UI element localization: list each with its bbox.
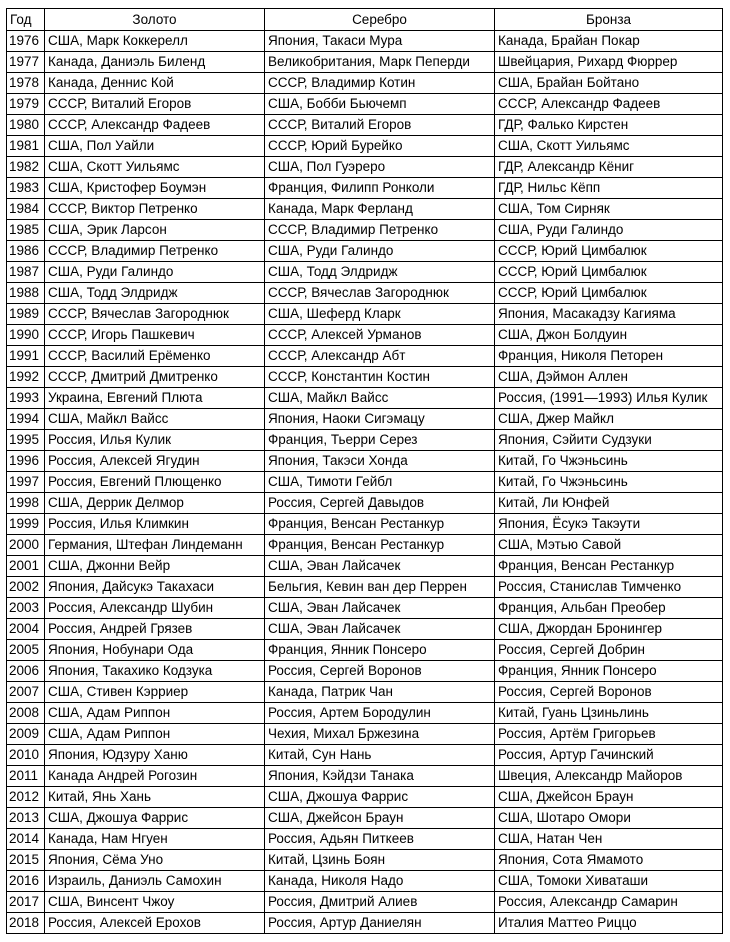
cell-year: 1994 <box>7 409 45 430</box>
cell-silver: Россия, Дмитрий Алиев <box>265 892 495 913</box>
cell-bronze: Китай, Ли Юнфей <box>495 493 723 514</box>
cell-gold: США, Кристофер Боумэн <box>45 178 265 199</box>
cell-year: 2018 <box>7 913 45 934</box>
table-row <box>7 325 723 346</box>
cell-gold: СССР, Виктор Петренко <box>45 199 265 220</box>
header-bronze: Бронза <box>495 9 723 31</box>
cell-silver: СССР, Виталий Егоров <box>265 115 495 136</box>
cell-silver: СССР, Юрий Бурейко <box>265 136 495 157</box>
cell-silver: Франция, Венсан Рестанкур <box>265 514 495 535</box>
cell-bronze: США, Скотт Уильямс <box>495 136 723 157</box>
table-row <box>7 136 723 157</box>
cell-year: 1999 <box>7 514 45 535</box>
cell-year: 1991 <box>7 346 45 367</box>
cell-silver: Россия, Артем Бородулин <box>265 703 495 724</box>
header-gold: Золото <box>45 9 265 31</box>
table-row <box>7 283 723 304</box>
cell-bronze: ГДР, Нильс Кёпп <box>495 178 723 199</box>
cell-bronze: США, Джон Болдуин <box>495 325 723 346</box>
cell-year: 2005 <box>7 640 45 661</box>
cell-gold: США, Деррик Делмор <box>45 493 265 514</box>
cell-silver: США, Эван Лайсачек <box>265 619 495 640</box>
table-row <box>7 556 723 577</box>
table-row <box>7 220 723 241</box>
table-row <box>7 640 723 661</box>
cell-bronze: Россия, (1991—1993) Илья Кулик <box>495 388 723 409</box>
cell-silver: СССР, Алексей Урманов <box>265 325 495 346</box>
cell-year: 1977 <box>7 52 45 73</box>
table-row <box>7 367 723 388</box>
cell-silver: Канада, Патрик Чан <box>265 682 495 703</box>
cell-gold: Канада, Нам Нгуен <box>45 829 265 850</box>
cell-gold: США, Марк Коккерелл <box>45 31 265 52</box>
cell-gold: Канада Андрей Рогозин <box>45 766 265 787</box>
cell-silver: Канада, Марк Ферланд <box>265 199 495 220</box>
cell-bronze: Россия, Александр Самарин <box>495 892 723 913</box>
cell-year: 1992 <box>7 367 45 388</box>
table-row <box>7 157 723 178</box>
cell-gold: Япония, Нобунари Ода <box>45 640 265 661</box>
cell-bronze: США, Том Сирняк <box>495 199 723 220</box>
cell-bronze: ГДР, Фалько Кирстен <box>495 115 723 136</box>
cell-gold: Япония, Сёма Уно <box>45 850 265 871</box>
cell-silver: СССР, Владимир Петренко <box>265 220 495 241</box>
cell-year: 1983 <box>7 178 45 199</box>
cell-silver: Россия, Сергей Давыдов <box>265 493 495 514</box>
cell-gold: США, Тодд Элдридж <box>45 283 265 304</box>
cell-year: 1976 <box>7 31 45 52</box>
cell-silver: Россия, Артур Даниелян <box>265 913 495 934</box>
cell-bronze: Франция, Венсан Рестанкур <box>495 556 723 577</box>
cell-silver: США, Майкл Вайсс <box>265 388 495 409</box>
cell-year: 1997 <box>7 472 45 493</box>
cell-year: 2016 <box>7 871 45 892</box>
table-row <box>7 388 723 409</box>
cell-year: 1987 <box>7 262 45 283</box>
cell-bronze: Канада, Брайан Покар <box>495 31 723 52</box>
cell-year: 2017 <box>7 892 45 913</box>
cell-year: 2008 <box>7 703 45 724</box>
table-row <box>7 115 723 136</box>
cell-bronze: Швеция, Александр Майоров <box>495 766 723 787</box>
cell-gold: США, Эрик Ларсон <box>45 220 265 241</box>
cell-year: 2000 <box>7 535 45 556</box>
cell-bronze: Япония, Сота Ямамото <box>495 850 723 871</box>
cell-bronze: Китай, Гуань Цзиньлинь <box>495 703 723 724</box>
cell-year: 1978 <box>7 73 45 94</box>
medal-table-body <box>7 31 723 934</box>
cell-year: 2004 <box>7 619 45 640</box>
cell-gold: СССР, Александр Фадеев <box>45 115 265 136</box>
cell-silver: США, Джейсон Браун <box>265 808 495 829</box>
cell-bronze: ГДР, Александр Кёниг <box>495 157 723 178</box>
cell-gold: Россия, Илья Кулик <box>45 430 265 451</box>
cell-silver: Канада, Николя Надо <box>265 871 495 892</box>
cell-year: 1993 <box>7 388 45 409</box>
cell-bronze: Швейцария, Рихард Фюррер <box>495 52 723 73</box>
cell-gold: США, Адам Риппон <box>45 724 265 745</box>
table-row <box>7 430 723 451</box>
cell-year: 2015 <box>7 850 45 871</box>
cell-year: 1988 <box>7 283 45 304</box>
table-row <box>7 724 723 745</box>
cell-bronze: США, Шотаро Омори <box>495 808 723 829</box>
table-row <box>7 493 723 514</box>
table-row <box>7 577 723 598</box>
cell-year: 2003 <box>7 598 45 619</box>
table-row <box>7 808 723 829</box>
table-row <box>7 514 723 535</box>
cell-year: 2014 <box>7 829 45 850</box>
cell-silver: СССР, Александр Абт <box>265 346 495 367</box>
cell-year: 2011 <box>7 766 45 787</box>
cell-silver: Франция, Тьерри Серез <box>265 430 495 451</box>
cell-gold: СССР, Василий Ерёменко <box>45 346 265 367</box>
cell-bronze: США, Джейсон Браун <box>495 787 723 808</box>
cell-year: 1990 <box>7 325 45 346</box>
table-row <box>7 787 723 808</box>
cell-year: 2013 <box>7 808 45 829</box>
cell-gold: США, Джошуа Фаррис <box>45 808 265 829</box>
cell-silver: Великобритания, Марк Пеперди <box>265 52 495 73</box>
cell-gold: Украина, Евгений Плюта <box>45 388 265 409</box>
cell-bronze: Китай, Го Чжэньсинь <box>495 451 723 472</box>
cell-gold: Китай, Янь Хань <box>45 787 265 808</box>
cell-year: 2012 <box>7 787 45 808</box>
cell-gold: СССР, Виталий Егоров <box>45 94 265 115</box>
cell-bronze: Япония, Масакадзу Кагияма <box>495 304 723 325</box>
cell-bronze: США, Дэймон Аллен <box>495 367 723 388</box>
cell-bronze: Россия, Сергей Добрин <box>495 640 723 661</box>
cell-gold: Россия, Андрей Грязев <box>45 619 265 640</box>
medal-table-sheet <box>6 8 723 934</box>
table-row <box>7 472 723 493</box>
cell-year: 1982 <box>7 157 45 178</box>
table-row <box>7 619 723 640</box>
cell-year: 2001 <box>7 556 45 577</box>
cell-gold: США, Адам Риппон <box>45 703 265 724</box>
cell-year: 2006 <box>7 661 45 682</box>
table-row <box>7 745 723 766</box>
cell-gold: Канада, Деннис Кой <box>45 73 265 94</box>
cell-silver: Россия, Сергей Воронов <box>265 661 495 682</box>
table-row <box>7 829 723 850</box>
table-row <box>7 703 723 724</box>
cell-gold: США, Стивен Кэрриер <box>45 682 265 703</box>
cell-gold: Россия, Алексей Ерохов <box>45 913 265 934</box>
table-row <box>7 451 723 472</box>
cell-silver: США, Пол Гуэреро <box>265 157 495 178</box>
header-year: Год <box>7 9 45 31</box>
cell-silver: Япония, Такаси Мура <box>265 31 495 52</box>
cell-silver: США, Бобби Бьючемп <box>265 94 495 115</box>
cell-bronze: Россия, Станислав Тимченко <box>495 577 723 598</box>
cell-bronze: Россия, Артур Гачинский <box>495 745 723 766</box>
cell-bronze: США, Джер Майкл <box>495 409 723 430</box>
cell-silver: США, Эван Лайсачек <box>265 598 495 619</box>
cell-gold: Россия, Алексей Ягудин <box>45 451 265 472</box>
cell-silver: США, Руди Галиндо <box>265 241 495 262</box>
cell-year: 1984 <box>7 199 45 220</box>
table-row <box>7 892 723 913</box>
cell-silver: Франция, Филипп Ронколи <box>265 178 495 199</box>
cell-year: 1996 <box>7 451 45 472</box>
cell-bronze: США, Мэтью Савой <box>495 535 723 556</box>
cell-gold: СССР, Дмитрий Дмитренко <box>45 367 265 388</box>
table-row <box>7 52 723 73</box>
cell-year: 1980 <box>7 115 45 136</box>
cell-silver: Китай, Цзинь Боян <box>265 850 495 871</box>
header-silver: Серебро <box>265 9 495 31</box>
table-row <box>7 346 723 367</box>
cell-silver: Япония, Наоки Сигэмацу <box>265 409 495 430</box>
table-row <box>7 598 723 619</box>
cell-bronze: СССР, Александр Фадеев <box>495 94 723 115</box>
table-row <box>7 661 723 682</box>
cell-year: 2010 <box>7 745 45 766</box>
cell-gold: США, Руди Галиндо <box>45 262 265 283</box>
cell-gold: Япония, Юдзуру Ханю <box>45 745 265 766</box>
cell-year: 1989 <box>7 304 45 325</box>
cell-silver: США, Джошуа Фаррис <box>265 787 495 808</box>
cell-bronze: СССР, Юрий Цимбалюк <box>495 241 723 262</box>
table-row <box>7 241 723 262</box>
table-row <box>7 31 723 52</box>
cell-bronze: Россия, Артём Григорьев <box>495 724 723 745</box>
cell-silver: США, Тимоти Гейбл <box>265 472 495 493</box>
cell-silver: СССР, Вячеслав Загороднюк <box>265 283 495 304</box>
cell-bronze: Франция, Янник Понсеро <box>495 661 723 682</box>
cell-gold: Канада, Даниэль Биленд <box>45 52 265 73</box>
cell-bronze: СССР, Юрий Цимбалюк <box>495 262 723 283</box>
header-row <box>7 9 723 31</box>
cell-bronze: США, Натан Чен <box>495 829 723 850</box>
table-row <box>7 94 723 115</box>
cell-silver: Бельгия, Кевин ван дер Перрен <box>265 577 495 598</box>
cell-silver: Япония, Кэйдзи Танака <box>265 766 495 787</box>
cell-silver: СССР, Владимир Котин <box>265 73 495 94</box>
cell-year: 1986 <box>7 241 45 262</box>
cell-gold: Япония, Дайсукэ Такахаси <box>45 577 265 598</box>
cell-year: 1981 <box>7 136 45 157</box>
table-row <box>7 409 723 430</box>
table-row <box>7 73 723 94</box>
cell-silver: США, Эван Лайсачек <box>265 556 495 577</box>
cell-bronze: США, Джордан Бронингер <box>495 619 723 640</box>
cell-silver: США, Тодд Элдридж <box>265 262 495 283</box>
cell-gold: США, Майкл Вайсс <box>45 409 265 430</box>
cell-bronze: США, Томоки Хиваташи <box>495 871 723 892</box>
table-row <box>7 304 723 325</box>
cell-year: 2009 <box>7 724 45 745</box>
table-row <box>7 535 723 556</box>
cell-silver: Япония, Такэси Хонда <box>265 451 495 472</box>
cell-gold: США, Джонни Вейр <box>45 556 265 577</box>
cell-gold: Россия, Александр Шубин <box>45 598 265 619</box>
cell-silver: Франция, Венсан Рестанкур <box>265 535 495 556</box>
table-row <box>7 871 723 892</box>
cell-silver: Россия, Адьян Питкеев <box>265 829 495 850</box>
cell-silver: Франция, Янник Понсеро <box>265 640 495 661</box>
cell-bronze: Франция, Николя Петорен <box>495 346 723 367</box>
cell-bronze: Япония, Ёсукэ Такэути <box>495 514 723 535</box>
cell-gold: Германия, Штефан Линдеманн <box>45 535 265 556</box>
cell-silver: Китай, Сун Нань <box>265 745 495 766</box>
cell-year: 1979 <box>7 94 45 115</box>
table-row <box>7 262 723 283</box>
cell-silver: СССР, Константин Костин <box>265 367 495 388</box>
medal-table <box>6 8 723 934</box>
cell-gold: СССР, Вячеслав Загороднюк <box>45 304 265 325</box>
cell-bronze: Италия Маттео Риццо <box>495 913 723 934</box>
cell-silver: США, Шеферд Кларк <box>265 304 495 325</box>
cell-bronze: Франция, Альбан Преобер <box>495 598 723 619</box>
table-row <box>7 766 723 787</box>
cell-gold: США, Пол Уайли <box>45 136 265 157</box>
cell-gold: Россия, Илья Климкин <box>45 514 265 535</box>
cell-gold: Израиль, Даниэль Самохин <box>45 871 265 892</box>
cell-bronze: Россия, Сергей Воронов <box>495 682 723 703</box>
cell-bronze: Китай, Го Чжэньсинь <box>495 472 723 493</box>
table-row <box>7 913 723 934</box>
table-row <box>7 850 723 871</box>
table-row <box>7 682 723 703</box>
cell-bronze: СССР, Юрий Цимбалюк <box>495 283 723 304</box>
cell-gold: США, Винсент Чжоу <box>45 892 265 913</box>
cell-gold: Япония, Такахико Кодзука <box>45 661 265 682</box>
table-row <box>7 178 723 199</box>
cell-silver: Чехия, Михал Бржезина <box>265 724 495 745</box>
cell-bronze: США, Брайан Бойтано <box>495 73 723 94</box>
table-row <box>7 199 723 220</box>
cell-year: 1998 <box>7 493 45 514</box>
cell-year: 2002 <box>7 577 45 598</box>
cell-gold: СССР, Владимир Петренко <box>45 241 265 262</box>
cell-year: 1985 <box>7 220 45 241</box>
cell-gold: Россия, Евгений Плющенко <box>45 472 265 493</box>
cell-year: 1995 <box>7 430 45 451</box>
cell-gold: США, Скотт Уильямс <box>45 157 265 178</box>
cell-bronze: США, Руди Галиндо <box>495 220 723 241</box>
cell-bronze: Япония, Сэйити Судзуки <box>495 430 723 451</box>
cell-year: 2007 <box>7 682 45 703</box>
cell-gold: СССР, Игорь Пашкевич <box>45 325 265 346</box>
